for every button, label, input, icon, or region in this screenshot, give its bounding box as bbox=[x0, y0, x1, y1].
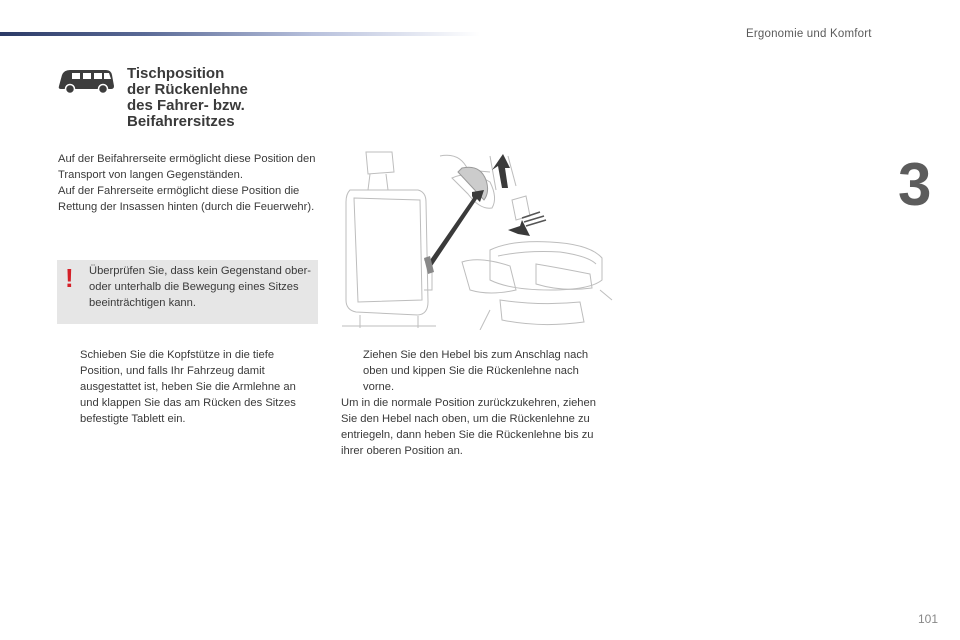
seat-illustration bbox=[340, 150, 615, 330]
intro-text bbox=[58, 151, 328, 215]
title-line: Beifahrersitzes bbox=[127, 113, 235, 130]
warning-box bbox=[57, 260, 318, 324]
section-title: Ergonomie und Komfort bbox=[746, 28, 872, 40]
van-icon bbox=[56, 66, 116, 96]
page-number: 101 bbox=[917, 612, 938, 626]
intro-paragraph: Auf der Beifahrerseite ermöglicht diese Position den Transport von langen Gegenständen. bbox=[58, 153, 316, 181]
title-line: des Fahrer- bzw. bbox=[127, 97, 245, 114]
header-gradient-bar bbox=[0, 32, 480, 36]
step-text: Schieben Sie die Kopfstütze in die tiefe Position, und falls Ihr Fahrzeug damit ausgestattet ist, heben Sie die Armlehne an und klappen Sie das am Rücken des Sitzes befestigte Tablett ein. bbox=[80, 349, 296, 425]
warning-exclamation-icon: ! bbox=[65, 263, 74, 293]
title-line: Tischposition bbox=[127, 65, 225, 82]
step-item bbox=[341, 347, 606, 395]
chapter-number: 3 bbox=[898, 151, 932, 218]
warning-text: Überprüfen Sie, dass kein Gegenstand ober- oder unterhalb die Bewegung eines Sitzes beeinträchtigen kann. bbox=[89, 265, 312, 309]
followup-text: Um in die normale Position zurückzukehren, ziehen Sie den Hebel nach oben, um die Rückenlehne zu entriegeln, dann heben Sie die Rückenlehne bis zu ihrer oberen Position an. bbox=[341, 397, 596, 457]
step-text: Ziehen Sie den Hebel bis zum Anschlag nach oben und kippen Sie die Rückenlehne nach vorne. bbox=[363, 349, 589, 393]
page-title bbox=[127, 66, 327, 130]
title-line: der Rückenlehne bbox=[127, 81, 248, 98]
intro-paragraph: Auf der Fahrerseite ermöglicht diese Position die Rettung der Insassen hinten (durch die Feuerwehr). bbox=[58, 185, 315, 213]
step-item bbox=[58, 347, 308, 427]
